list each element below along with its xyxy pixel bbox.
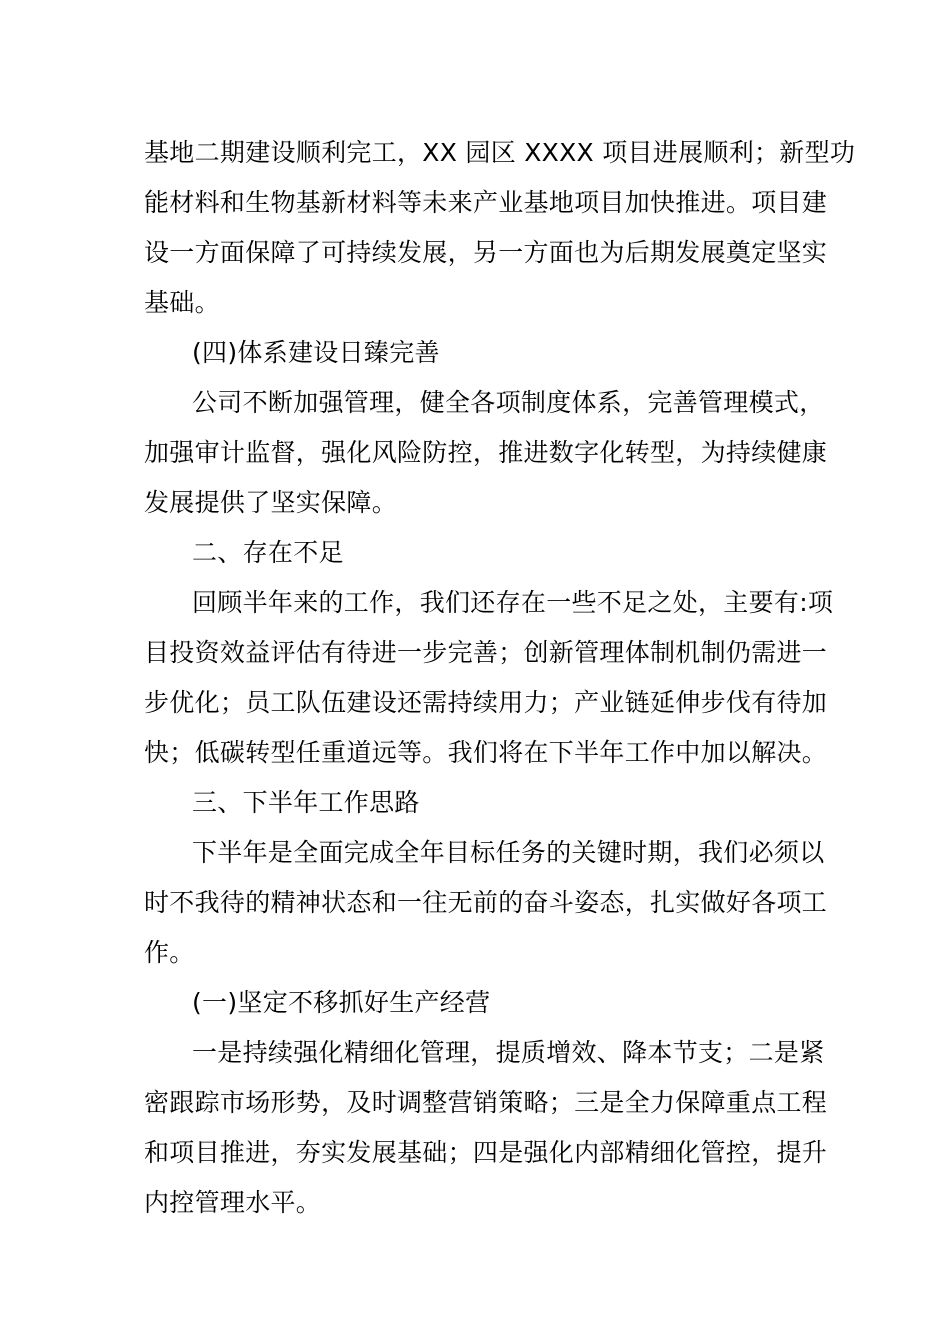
paragraph-line: 和项目推进，夯实发展基础；四是强化内部精细化管控，提升: [144, 1138, 828, 1167]
paragraph-line: 公司不断加强管理，健全各项制度体系，完善管理模式，: [192, 388, 825, 417]
section-heading: (一)坚定不移抓好生产经营: [192, 988, 491, 1017]
paragraph-line: 时不我待的精神状态和一往无前的奋斗姿态，扎实做好各项工: [144, 888, 828, 917]
paragraph-line: 基础。: [144, 288, 220, 317]
paragraph-line: 加强审计监督，强化风险防控，推进数字化转型，为持续健康: [144, 438, 828, 467]
paragraph-line: 一是持续强化精细化管理，提质增效、降本节支；二是紧: [192, 1038, 825, 1067]
paragraph-line: 内控管理水平。: [144, 1188, 322, 1217]
paragraph-line: 设一方面保障了可持续发展，另一方面也为后期发展奠定坚实: [144, 238, 828, 267]
document-body: [144, 128, 856, 1228]
paragraph-line: 发展提供了坚实保障。: [144, 488, 398, 517]
section-heading: (四)体系建设日臻完善: [192, 338, 440, 367]
paragraph-line: 能材料和生物基新材料等未来产业基地项目加快推进。项目建: [144, 188, 828, 217]
paragraph-line: 下半年是全面完成全年目标任务的关键时期，我们必须以: [192, 838, 825, 867]
section-heading: 三、下半年工作思路: [192, 788, 420, 817]
paragraph-line: 步优化；员工队伍建设还需持续用力；产业链延伸步伐有待加: [144, 688, 828, 717]
paragraph-line: 密跟踪市场形势，及时调整营销策略；三是全力保障重点工程: [144, 1088, 828, 1117]
paragraph-line: 基地二期建设顺利完工，XX 园区 XXXX 项目进展顺利；新型功: [144, 138, 856, 167]
paragraph-line: 快；低碳转型任重道远等。我们将在下半年工作中加以解决。: [144, 738, 828, 767]
paragraph-line: 回顾半年来的工作，我们还存在一些不足之处，主要有:项: [192, 588, 834, 617]
paragraph-line: 作。: [144, 938, 195, 967]
section-heading: 二、存在不足: [192, 538, 344, 567]
paragraph-line: 目投资效益评估有待进一步完善；创新管理体制机制仍需进一: [144, 638, 828, 667]
